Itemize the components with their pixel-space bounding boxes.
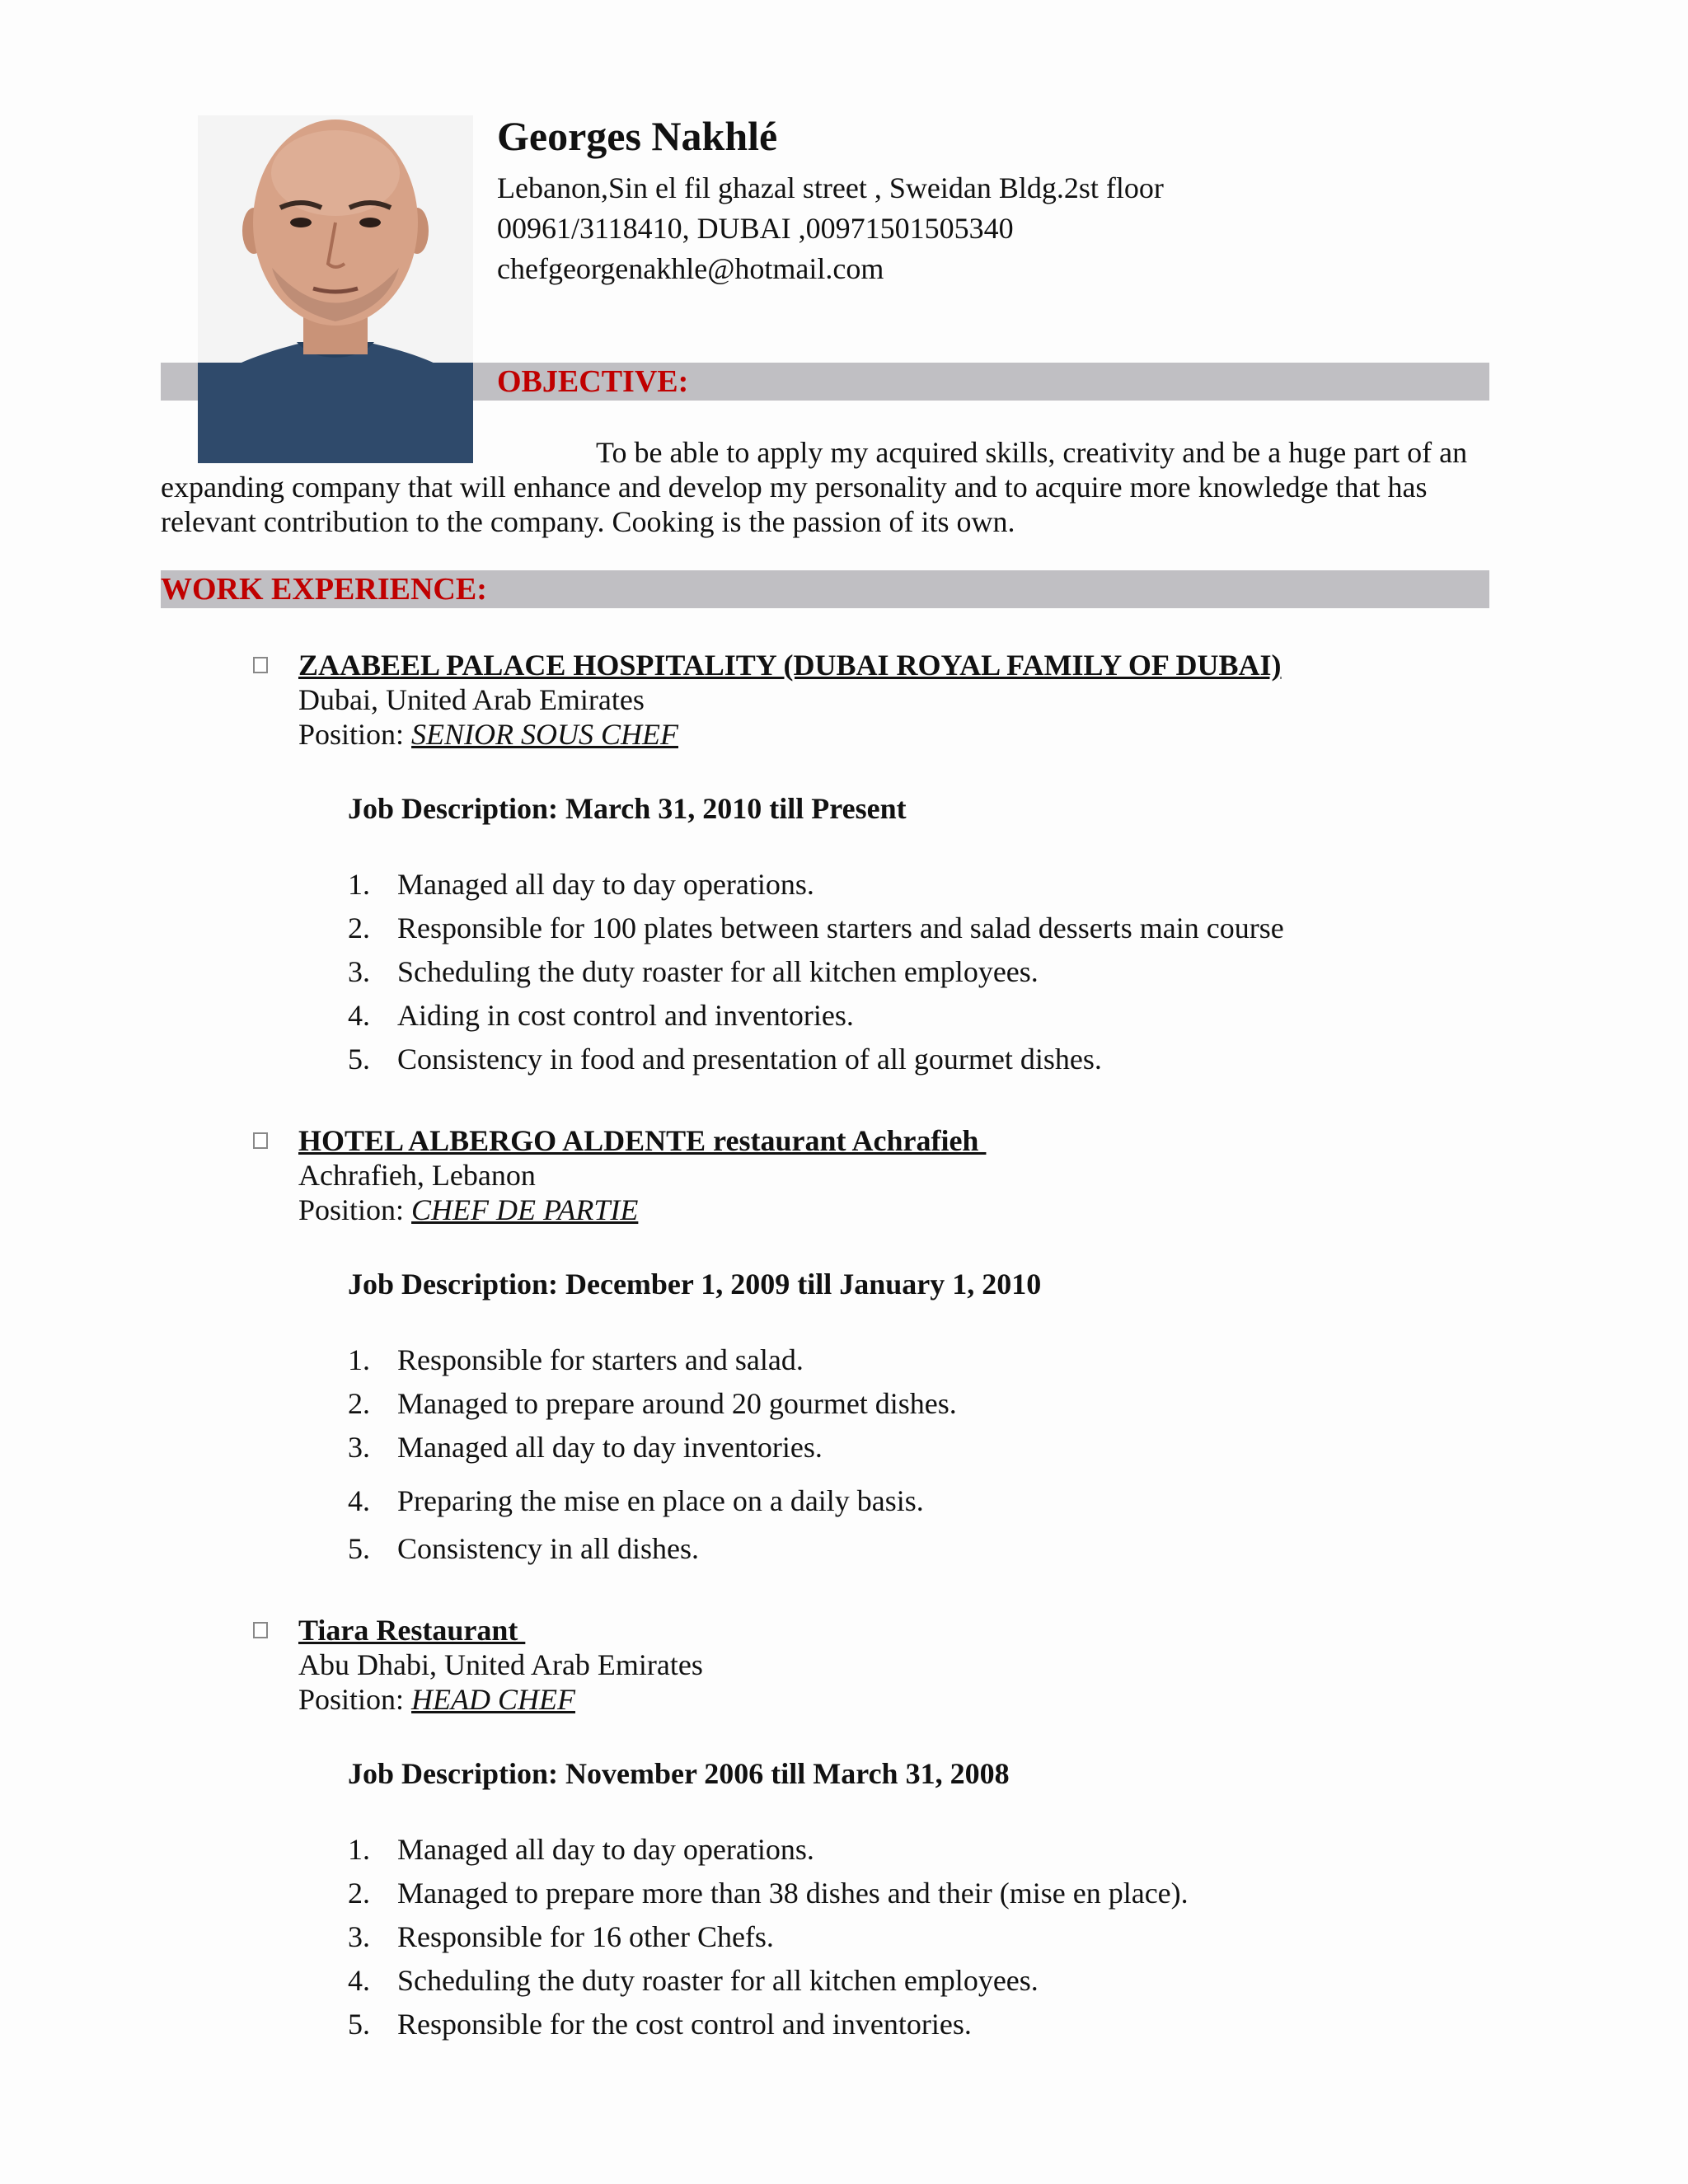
duty-item (348, 2007, 972, 2041)
objective-paragraph (161, 435, 1489, 539)
duty-item (348, 998, 854, 1033)
duty-item (348, 1042, 1102, 1076)
email-line: chefgeorgenakhle@hotmail.com (497, 252, 884, 285)
duty-item (348, 1430, 823, 1465)
bullet-box-icon (253, 1622, 268, 1638)
duty-number: 5. (348, 1043, 370, 1076)
work-experience-heading: WORK EXPERIENCE: (161, 572, 487, 607)
job-description-heading: Job Description: December 1, 2009 till January 1, 2010 (348, 1268, 1042, 1301)
duty-number: 5. (348, 1532, 370, 1565)
duty-item (348, 1832, 814, 1867)
position-title: SENIOR SOUS CHEF (411, 718, 679, 751)
duty-text: Responsible for starters and salad. (397, 1343, 804, 1376)
company-name: Tiara Restaurant (298, 1614, 526, 1647)
contact-block (497, 168, 1164, 289)
position-label: Position: (298, 1193, 412, 1226)
address-line: Lebanon,Sin el fil ghazal street , Sweidan Bldg.2st floor (497, 171, 1164, 204)
candidate-name: Georges Nakhlé (497, 113, 778, 159)
duty-text: Preparing the mise en place on a daily basis. (397, 1484, 924, 1517)
duty-text: Managed to prepare around 20 gourmet dishes. (397, 1387, 957, 1420)
duty-text: Managed all day to day operations. (397, 868, 814, 901)
duty-number: 3. (348, 955, 370, 988)
duty-item (348, 1876, 1189, 1910)
company-name: ZAABEEL PALACE HOSPITALITY (DUBAI ROYAL FAMILY OF DUBAI) (298, 649, 1282, 682)
job-location: Dubai, United Arab Emirates (298, 683, 645, 716)
duty-text: Responsible for 16 other Chefs. (397, 1920, 774, 1953)
objective-line: relevant contribution to the company. Cooking is the passion of its own. (161, 505, 1015, 538)
job-position (298, 717, 678, 752)
duty-number: 5. (348, 2008, 370, 2041)
position-title: HEAD CHEF (411, 1683, 576, 1716)
duty-item (348, 911, 1284, 945)
position-title: CHEF DE PARTIE (411, 1193, 639, 1226)
duty-text: Aiding in cost control and inventories. (397, 999, 854, 1032)
duty-number: 3. (348, 1431, 370, 1464)
job-location: Abu Dhabi, United Arab Emirates (298, 1648, 703, 1681)
duty-text: Consistency in all dishes. (397, 1532, 699, 1565)
duty-text: Consistency in food and presentation of all gourmet dishes. (397, 1043, 1102, 1076)
duty-text: Responsible for 100 plates between starters and salad desserts main course (397, 912, 1284, 944)
job-description-heading: Job Description: November 2006 till March 31, 2008 (348, 1757, 1010, 1790)
duty-number: 1. (348, 1343, 370, 1376)
duty-item (348, 1963, 1039, 1998)
duty-text: Responsible for the cost control and inventories. (397, 2008, 972, 2041)
objective-line: expanding company that will enhance and develop my personality and to acquire more knowledge that has (161, 471, 1428, 504)
duty-number: 4. (348, 1964, 370, 1997)
duty-item (348, 1343, 804, 1377)
duty-number: 4. (348, 1484, 370, 1517)
duty-number: 4. (348, 999, 370, 1032)
duty-item (348, 867, 814, 902)
duty-number: 2. (348, 1387, 370, 1420)
duty-text: Scheduling the duty roaster for all kitchen employees. (397, 955, 1039, 988)
duty-item (348, 1483, 924, 1518)
duty-item (348, 1386, 957, 1421)
duty-number: 1. (348, 1833, 370, 1866)
position-label: Position: (298, 1683, 412, 1716)
job-description-heading: Job Description: March 31, 2010 till Present (348, 792, 907, 825)
duty-number: 2. (348, 1877, 370, 1910)
phone-line: 00961/3118410, DUBAI ,00971501505340 (497, 212, 1014, 245)
bullet-box-icon (253, 657, 268, 673)
job-location: Achrafieh, Lebanon (298, 1159, 536, 1192)
job-position (298, 1193, 638, 1227)
duty-text: Managed all day to day operations. (397, 1833, 814, 1866)
duty-text: Managed to prepare more than 38 dishes and their (mise en place). (397, 1877, 1189, 1910)
job-position (298, 1682, 575, 1717)
duty-text: Managed all day to day inventories. (397, 1431, 823, 1464)
company-name: HOTEL ALBERGO ALDENTE restaurant Achrafieh (298, 1124, 987, 1157)
duty-number: 1. (348, 868, 370, 901)
duty-number: 3. (348, 1920, 370, 1953)
duty-item (348, 954, 1039, 989)
bullet-box-icon (253, 1132, 268, 1149)
duty-text: Scheduling the duty roaster for all kitchen employees. (397, 1964, 1039, 1997)
position-label: Position: (298, 718, 412, 751)
objective-heading: OBJECTIVE: (497, 364, 689, 399)
duty-number: 2. (348, 912, 370, 944)
duty-item (348, 1531, 699, 1566)
duty-item (348, 1919, 774, 1954)
objective-line: To be able to apply my acquired skills, creativity and be a huge part of an (596, 436, 1468, 469)
